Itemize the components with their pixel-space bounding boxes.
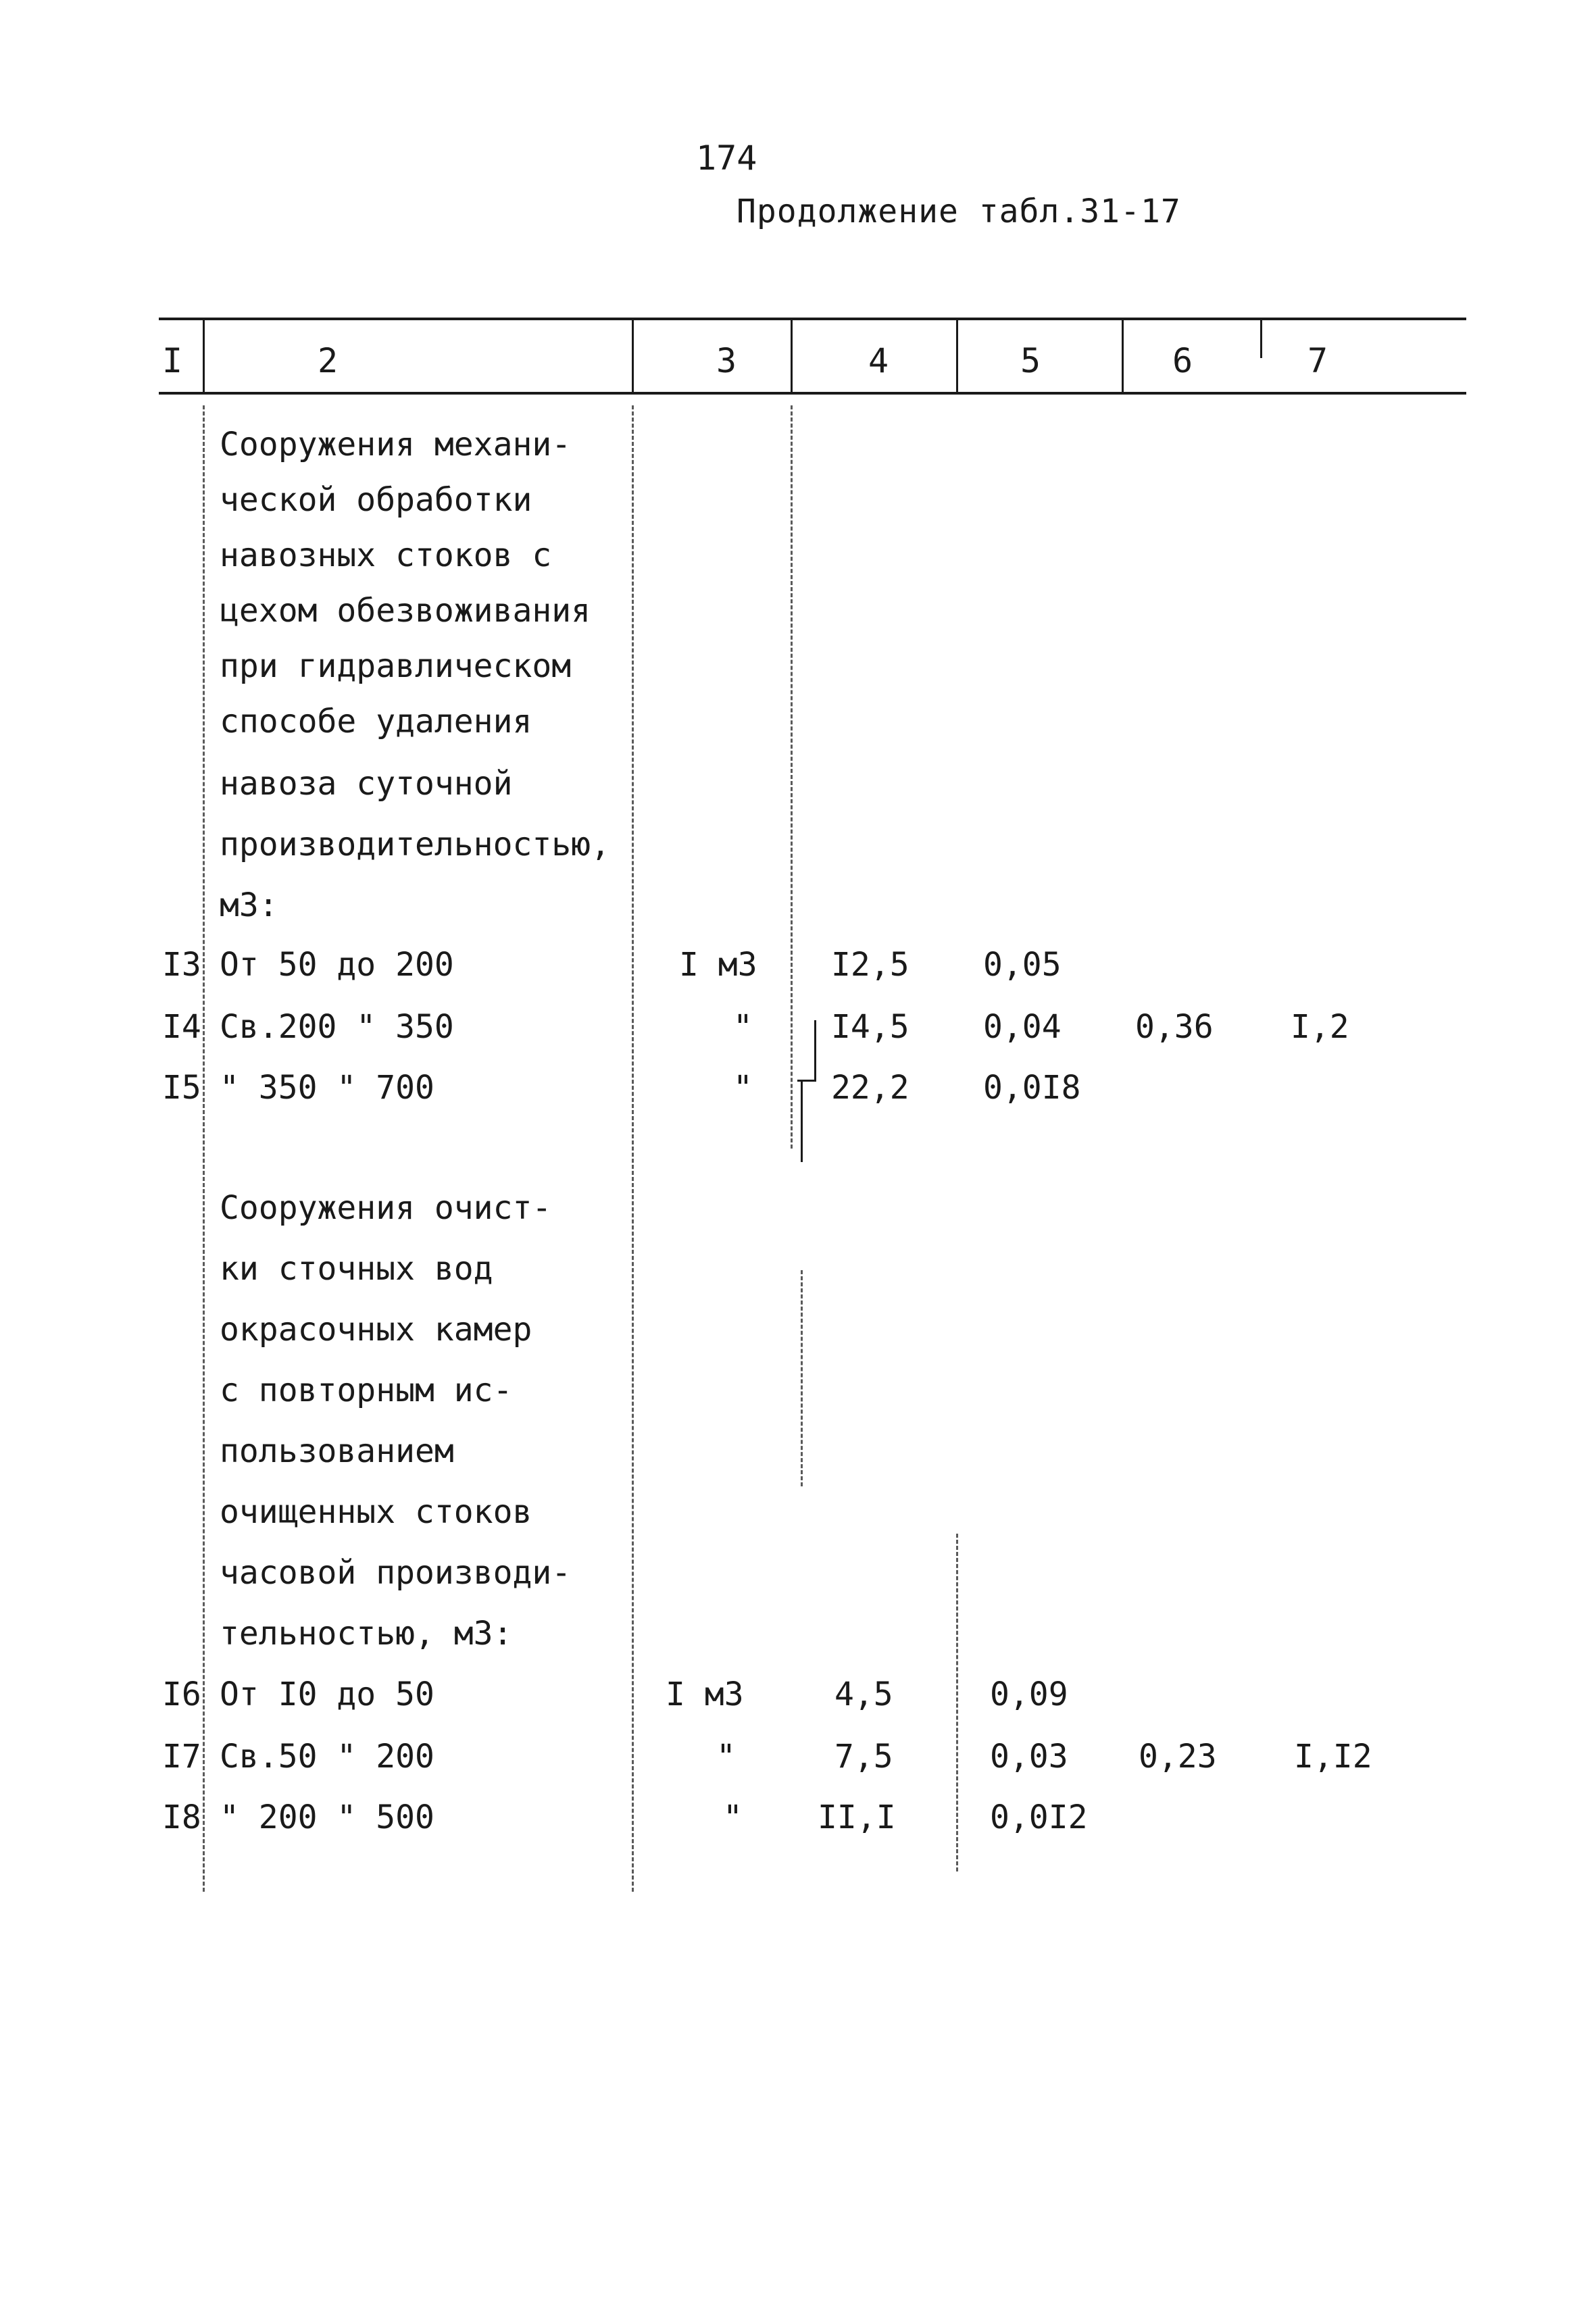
header-col-4: 4: [868, 341, 889, 380]
row-name: " 200 " 500: [220, 1799, 434, 1836]
row-col4: I4,5: [831, 1008, 909, 1046]
row-number: I5: [162, 1069, 201, 1107]
table-top-rule: [159, 318, 1466, 320]
section1-desc-line: производительностью,: [220, 826, 610, 863]
table-header-rule: [159, 392, 1466, 395]
row-name: Св.200 " 350: [220, 1008, 454, 1046]
row-unit: I м3: [679, 946, 757, 984]
section1-desc-line: ческой обработки: [220, 481, 532, 519]
row-name: " 350 " 700: [220, 1069, 434, 1107]
section2-desc-line: очищенных стоков: [220, 1493, 532, 1531]
section1-desc-line: при гидравлическом: [220, 647, 572, 685]
section1-desc-line: Сооружения механи-: [220, 426, 572, 463]
row-col5: 0,0I2: [990, 1799, 1088, 1836]
row-number: I3: [162, 946, 201, 984]
bracket-mark: [814, 1020, 816, 1081]
row-unit: ": [733, 1008, 753, 1046]
section2-desc-line: с повторным ис-: [220, 1372, 513, 1409]
row-col7: I,I2: [1294, 1738, 1372, 1776]
body-col-sep-4: [956, 1534, 958, 1871]
row-unit: ": [723, 1799, 743, 1836]
section2-desc-line: Сооружения очист-: [220, 1189, 552, 1227]
row-unit: ": [716, 1738, 736, 1776]
section1-desc-line: способе удаления: [220, 703, 532, 740]
section2-desc-line: ки сточных вод: [220, 1250, 493, 1288]
row-number: I7: [162, 1738, 201, 1776]
header-col-7: 7: [1307, 341, 1328, 380]
row-number: I4: [162, 1008, 201, 1046]
bracket-tick: [797, 1080, 816, 1082]
header-col-sep-3: [791, 318, 793, 393]
section1-desc-line: навозных стоков с: [220, 536, 552, 574]
body-col-sep-2: [632, 405, 634, 1892]
header-col-3: 3: [716, 341, 737, 380]
row-col5: 0,09: [990, 1676, 1068, 1713]
row-name: От 50 до 200: [220, 946, 454, 984]
section1-desc-line: м3:: [220, 886, 278, 924]
row-number: I6: [162, 1676, 201, 1713]
section1-desc-line: цехом обезвоживания: [220, 592, 591, 630]
row-name: Св.50 " 200: [220, 1738, 434, 1776]
body-col-sep-3: [791, 405, 793, 1149]
row-col4: II,I: [818, 1799, 896, 1836]
row-col6: 0,23: [1139, 1738, 1217, 1776]
row-col7: I,2: [1291, 1008, 1349, 1046]
body-col-sep-3b: [801, 1270, 803, 1486]
row-number: I8: [162, 1799, 201, 1836]
row-col4: 7,5: [834, 1738, 893, 1776]
section1-desc-line: навоза суточной: [220, 765, 513, 803]
row-col5: 0,03: [990, 1738, 1068, 1776]
row-col5: 0,05: [983, 946, 1062, 984]
row-col4: I2,5: [831, 946, 909, 984]
row-unit: I м3: [666, 1676, 744, 1713]
header-col-sep-1: [203, 318, 205, 393]
section2-desc-line: окрасочных камер: [220, 1311, 532, 1349]
row-unit: ": [733, 1069, 753, 1107]
section2-desc-line: тельностью, м3:: [220, 1615, 513, 1653]
row-col5: 0,0I8: [983, 1069, 1081, 1107]
page-number: 174: [696, 139, 757, 178]
header-col-2: 2: [318, 341, 339, 380]
row-name: От I0 до 50: [220, 1676, 434, 1713]
row-col4: 4,5: [834, 1676, 893, 1713]
row-col6: 0,36: [1135, 1008, 1214, 1046]
header-col-6: 6: [1172, 341, 1193, 380]
header-col-sep-5: [1122, 318, 1124, 393]
bracket-mark: [801, 1081, 803, 1162]
row-col5: 0,04: [983, 1008, 1062, 1046]
section2-desc-line: пользованием: [220, 1432, 454, 1470]
body-col-sep-1: [203, 405, 205, 1892]
header-col-sep-4: [956, 318, 958, 393]
header-col-sep-2: [632, 318, 634, 393]
header-col-5: 5: [1020, 341, 1041, 380]
header-col-1: I: [162, 341, 183, 380]
section2-desc-line: часовой производи-: [220, 1554, 572, 1592]
row-col4: 22,2: [831, 1069, 909, 1107]
table-continuation-title: Продолжение табл.31-17: [737, 193, 1181, 230]
header-col-sep-6: [1260, 318, 1262, 358]
